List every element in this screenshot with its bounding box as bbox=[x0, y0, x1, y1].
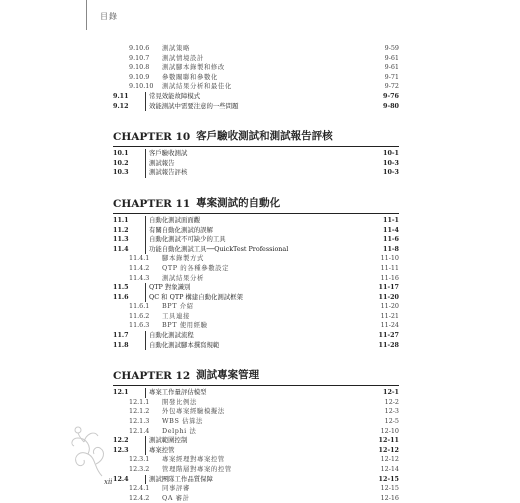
section-title: 自動化測試腳本撰寫規範 bbox=[145, 341, 379, 351]
section-page: 9-61 bbox=[384, 53, 399, 62]
section-title: WBS 估算法 bbox=[162, 417, 204, 426]
section-number: 11.3 bbox=[113, 235, 129, 244]
table-of-contents bbox=[113, 44, 399, 503]
chapter-title: 專案測試的自動化 bbox=[196, 196, 281, 209]
toc-section-row bbox=[113, 149, 399, 159]
section-page: 11-11 bbox=[380, 263, 399, 272]
section-number: 12.1.2 bbox=[129, 407, 150, 416]
section-page: 12-16 bbox=[380, 493, 399, 502]
section-number: 10.3 bbox=[113, 168, 129, 177]
section-page: 11-28 bbox=[378, 340, 399, 349]
section-number: 12.3.2 bbox=[129, 465, 150, 473]
section-page: 12-15 bbox=[378, 474, 399, 483]
section-page: 12-10 bbox=[380, 426, 399, 435]
section-title: 測試團隊工作品質保障 bbox=[145, 475, 379, 485]
section-number: 9.10.8 bbox=[129, 63, 150, 72]
section-page: 12-3 bbox=[384, 407, 399, 416]
toc-subsection-row bbox=[113, 264, 399, 274]
section-number: 9.11 bbox=[113, 91, 129, 100]
toc-section-row bbox=[113, 436, 399, 446]
section-number: 12.1.4 bbox=[129, 426, 150, 435]
section-number: 10.2 bbox=[113, 158, 129, 167]
section-title: 效能測試中需要注意的一些問題 bbox=[145, 102, 383, 112]
section-number: 11.4.2 bbox=[129, 263, 150, 272]
toc-subsection-row bbox=[113, 455, 399, 465]
header-rule bbox=[86, 0, 87, 30]
section-page: 10-3 bbox=[383, 158, 399, 167]
section-page: 11-20 bbox=[380, 302, 399, 311]
section-title: 外包專案經驗模擬法 bbox=[162, 407, 225, 416]
toc-section-row bbox=[113, 446, 399, 456]
section-page: 12-12 bbox=[378, 445, 399, 454]
chapter-title: 測試專案管理 bbox=[196, 369, 260, 382]
section-title: 專案控管 bbox=[145, 446, 379, 456]
toc-subsection-row bbox=[113, 312, 399, 322]
section-title: 專案工作量評估模型 bbox=[145, 388, 383, 398]
toc-section-row bbox=[113, 92, 399, 102]
toc-subsection-row bbox=[113, 465, 399, 475]
section-page: 11-24 bbox=[380, 321, 399, 330]
toc-subsection-row bbox=[113, 63, 399, 73]
toc-section-row bbox=[113, 388, 399, 398]
section-page: 11-10 bbox=[380, 254, 399, 263]
toc-subsection-row bbox=[113, 73, 399, 83]
section-title: QC 和 QTP 構建自動化測試框架 bbox=[145, 293, 379, 303]
section-title: 測試策略 bbox=[162, 44, 190, 52]
section-number: 9.12 bbox=[113, 101, 129, 110]
section-title: 參數關聯和參數化 bbox=[162, 72, 218, 81]
toc-section-row bbox=[113, 235, 399, 245]
section-page: 11-20 bbox=[378, 292, 399, 301]
section-page: 11-27 bbox=[378, 331, 399, 340]
section-page: 11-8 bbox=[383, 244, 399, 253]
running-header: 目錄 bbox=[100, 12, 118, 21]
section-title: 開發比例法 bbox=[162, 397, 197, 406]
toc-subsection-row bbox=[113, 44, 399, 54]
toc-subsection-row bbox=[113, 494, 399, 503]
section-title: 測試報告評核 bbox=[145, 168, 383, 178]
section-number: 12.1.1 bbox=[129, 397, 150, 406]
section-number: 9.10.10 bbox=[129, 82, 154, 91]
section-title: 自動化測試流程 bbox=[145, 331, 379, 341]
section-title: Delphi 法 bbox=[162, 426, 197, 435]
section-page: 12-5 bbox=[384, 417, 399, 426]
page-number: xii bbox=[104, 478, 113, 486]
chapter-title: 客戶驗收測試和測試報告評核 bbox=[196, 130, 333, 143]
section-page: 12-14 bbox=[380, 465, 399, 473]
section-number: 10.1 bbox=[113, 149, 129, 158]
section-number: 12.4 bbox=[113, 474, 129, 483]
section-title: 有關自動化測試的誤解 bbox=[145, 226, 383, 236]
toc-section-row bbox=[113, 331, 399, 341]
chapter-heading bbox=[113, 188, 399, 214]
section-page: 9-76 bbox=[383, 91, 399, 100]
section-title: 工具連接 bbox=[162, 311, 190, 320]
section-title: 同事評審 bbox=[162, 484, 190, 493]
section-page: 12-11 bbox=[378, 436, 399, 445]
toc-subsection-row bbox=[113, 321, 399, 331]
section-number: 11.6.1 bbox=[129, 302, 150, 311]
section-page: 11-21 bbox=[380, 311, 399, 320]
section-title: 常見效能故障模式 bbox=[145, 92, 383, 102]
toc-subsection-row bbox=[113, 254, 399, 264]
section-number: 11.1 bbox=[113, 215, 129, 224]
section-number: 12.1.3 bbox=[129, 417, 150, 426]
section-title: QA 審計 bbox=[162, 493, 190, 502]
section-page: 11-1 bbox=[383, 215, 399, 224]
section-number: 11.6 bbox=[113, 292, 129, 301]
section-title: QTP 對象識別 bbox=[145, 283, 379, 293]
section-page: 10-3 bbox=[383, 168, 399, 177]
chapter-label: CHAPTER 11 bbox=[113, 197, 191, 210]
toc-subsection-row bbox=[113, 484, 399, 494]
chapter-heading bbox=[113, 121, 399, 147]
section-number: 9.10.6 bbox=[129, 44, 150, 52]
toc-section-row bbox=[113, 168, 399, 178]
section-title: 專案經理對專案控管 bbox=[162, 455, 225, 464]
section-page: 10-1 bbox=[383, 149, 399, 158]
toc-section-row bbox=[113, 102, 399, 112]
section-title: 測試腳本錄製和修改 bbox=[162, 63, 225, 72]
section-page: 11-16 bbox=[380, 273, 399, 282]
toc-section-row bbox=[113, 159, 399, 169]
section-number: 11.8 bbox=[113, 340, 129, 349]
section-number: 11.4 bbox=[113, 244, 129, 253]
section-number: 12.3.1 bbox=[129, 455, 150, 464]
toc-subsection-row bbox=[113, 82, 399, 92]
section-title: 客戶驗收測試 bbox=[145, 149, 383, 159]
section-number: 12.4.1 bbox=[129, 484, 150, 493]
section-title: 測試報告 bbox=[145, 159, 383, 169]
section-title: 腳本錄製方式 bbox=[162, 254, 204, 263]
section-number: 11.6.2 bbox=[129, 311, 150, 320]
section-page: 12-1 bbox=[383, 388, 399, 397]
section-number: 12.3 bbox=[113, 445, 129, 454]
section-number: 12.4.2 bbox=[129, 493, 150, 502]
section-page: 9-72 bbox=[384, 82, 399, 91]
section-title: 測試結果分析 bbox=[162, 273, 204, 282]
floral-ornament-icon bbox=[66, 418, 112, 478]
toc-subsection-row bbox=[113, 407, 399, 417]
section-title: 自動化測試不可缺少的工具 bbox=[145, 235, 383, 245]
section-title: BPT 使用經驗 bbox=[162, 321, 208, 330]
section-title: 管理階層對專案的控管 bbox=[162, 465, 232, 473]
toc-section-row bbox=[113, 293, 399, 303]
toc-subsection-row bbox=[113, 398, 399, 408]
section-number: 11.7 bbox=[113, 331, 129, 340]
chapter-label: CHAPTER 12 bbox=[113, 370, 191, 383]
toc-subsection-row bbox=[113, 54, 399, 64]
section-title: 測試範圍控制 bbox=[145, 436, 379, 446]
section-page: 11-4 bbox=[383, 225, 399, 234]
section-page: 11-17 bbox=[378, 283, 399, 292]
toc-section-row bbox=[113, 226, 399, 236]
section-title: QTP 的各種參數設定 bbox=[162, 263, 230, 272]
toc-section-row bbox=[113, 341, 399, 351]
section-page: 9-59 bbox=[384, 44, 399, 52]
section-number: 12.1 bbox=[113, 388, 129, 397]
section-page: 9-61 bbox=[384, 63, 399, 72]
section-number: 11.4.1 bbox=[129, 254, 150, 263]
toc-section-row bbox=[113, 245, 399, 255]
section-title: 自動化測試面面觀 bbox=[145, 216, 383, 226]
toc-section-row bbox=[113, 283, 399, 293]
section-title: BPT 介紹 bbox=[162, 302, 194, 311]
chapter-heading bbox=[113, 360, 399, 386]
section-page: 11-6 bbox=[383, 235, 399, 244]
section-number: 11.5 bbox=[113, 283, 129, 292]
section-page: 9-80 bbox=[383, 101, 399, 110]
section-page: 12-15 bbox=[380, 484, 399, 493]
toc-section-row bbox=[113, 216, 399, 226]
section-number: 12.2 bbox=[113, 436, 129, 445]
section-number: 9.10.7 bbox=[129, 53, 150, 62]
toc-subsection-row bbox=[113, 302, 399, 312]
section-title: 測試情境設計 bbox=[162, 53, 204, 62]
section-page: 9-71 bbox=[384, 72, 399, 81]
chapter-label: CHAPTER 10 bbox=[113, 131, 191, 144]
section-number: 11.2 bbox=[113, 225, 129, 234]
section-title: 功能自動化測試工具──QuickTest Professional bbox=[145, 245, 383, 255]
section-page: 12-12 bbox=[380, 455, 399, 464]
section-page: 12-2 bbox=[384, 397, 399, 406]
section-title: 測試結果分析和最佳化 bbox=[162, 82, 232, 91]
toc-subsection-row bbox=[113, 417, 399, 427]
section-number: 11.6.3 bbox=[129, 321, 150, 330]
toc-section-row bbox=[113, 475, 399, 485]
section-number: 11.4.3 bbox=[129, 273, 150, 282]
toc-subsection-row bbox=[113, 427, 399, 437]
section-number: 9.10.9 bbox=[129, 72, 150, 81]
toc-subsection-row bbox=[113, 274, 399, 284]
